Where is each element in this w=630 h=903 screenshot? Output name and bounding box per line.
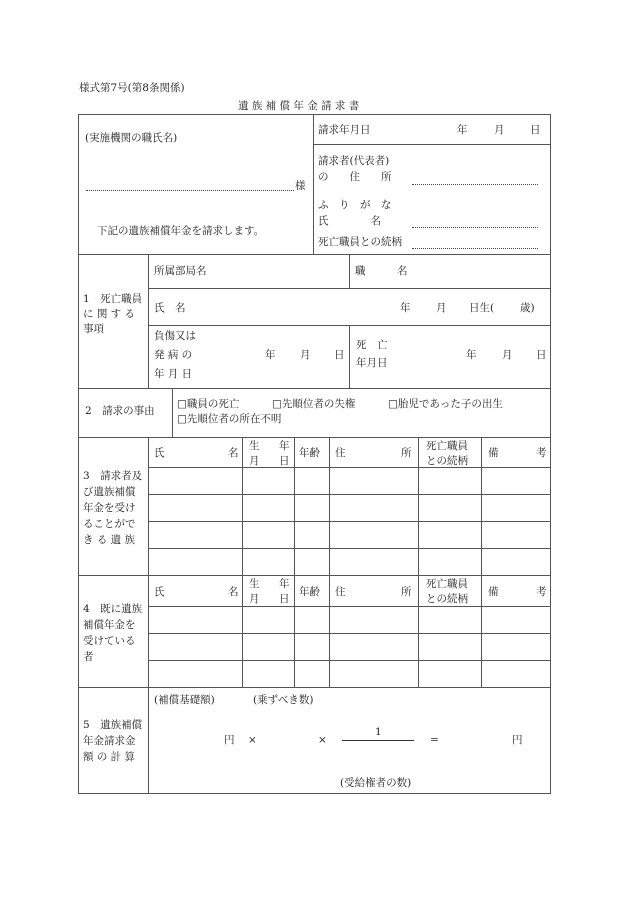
death-label-line: 死 亡 [356,339,388,351]
death-year: 年 [466,349,477,361]
section1-label-line: 1 死亡職員 [83,293,143,305]
header-relation-line1: 死亡職員 [426,578,468,590]
department-label: 所属部局名 [154,265,207,277]
injury-month: 月 [300,349,311,361]
section4-label-line: 受けている [83,635,136,647]
death-month: 月 [502,349,513,361]
row-line [148,633,551,634]
claimant-address-field[interactable] [412,184,538,185]
section1-label-line: 事項 [83,323,104,335]
col-divider [329,437,330,575]
header-relation-line2: との続柄 [426,455,468,467]
age-suffix: 歳) [520,302,535,314]
section5-label-line: 年金請求金 [83,735,136,747]
header-address-left: 住 [335,447,346,459]
result-yen-unit: 円 [512,734,523,746]
header-age: 年齢 [299,586,320,598]
claimant-name-label: 氏 名 [318,215,381,227]
col-divider [481,437,482,575]
birth-suffix: 日生( [469,302,495,314]
times-sign: × [248,734,257,746]
header-birth-bl: 月 [249,593,260,605]
section3-label-line: ることがで [83,518,136,530]
header-name-mei: 名 [228,447,239,459]
request-date-day: 日 [530,124,541,136]
relation-label: 死亡職員との続柄 [318,236,402,248]
col-divider [294,437,295,575]
death-day: 日 [536,349,547,361]
row-line [148,494,551,495]
relation-field[interactable] [412,248,538,249]
reason-death-checkbox[interactable]: □職員の死亡 [177,398,240,410]
position-label: 職 名 [355,265,408,277]
row-line [148,660,551,661]
furigana-label: ふ り が な [318,199,392,211]
row-line [148,548,551,549]
label-column-divider [148,687,149,794]
birth-month: 月 [436,302,447,314]
section4-label-line: 者 [83,651,94,663]
header-age: 年齢 [299,447,320,459]
col-divider [242,575,243,687]
reason-whereabouts-checkbox[interactable]: □先順位者の所在不明 [177,413,282,425]
header-birth-bl: 月 [249,455,260,467]
col-divider [481,575,482,687]
col-divider [294,575,295,687]
section4-label-line: 補償年金を [83,619,136,631]
header-address-right: 所 [401,447,412,459]
label-column-divider [148,254,149,388]
header-name-shi: 氏 [154,447,165,459]
header-birth-tl: 生 [249,440,260,452]
row-line [148,467,551,468]
injury-label-line: 負傷又は [154,330,196,342]
agency-name-field[interactable] [86,190,294,191]
base-amount-label: (補償基礎額) [154,694,215,706]
header-remarks-left: 備 [488,586,499,598]
section3-label-line: 3 請求者及 [83,470,143,482]
cell-divider [349,254,350,288]
fraction-bar [342,740,414,741]
col-divider [329,575,330,687]
reason-fetus-birth-checkbox[interactable]: □胎児であった子の出生 [388,398,503,410]
header-name-mei: 名 [228,586,239,598]
header-remarks-left: 備 [488,447,499,459]
birth-year: 年 [400,302,411,314]
section5-label-line: 5 遺族補償 [83,719,143,731]
fraction-numerator: 1 [375,726,382,738]
deceased-name-label: 氏 名 [154,302,186,314]
header-name-shi: 氏 [154,586,165,598]
request-text: 下記の遺族補償年金を請求します。 [97,225,265,237]
header-address-right: 所 [401,586,412,598]
label-column-divider [148,437,149,575]
row-line [148,606,551,607]
injury-label-line: 発 病 の [154,349,193,361]
header-relation-line1: 死亡職員 [426,440,468,452]
section3-label-line: び遺族補償 [83,486,136,498]
cell-divider [349,325,350,388]
claimant-name-field[interactable] [412,227,538,228]
row-line [78,388,551,389]
label-column-divider [148,575,149,687]
section3-label-line: き る 遺 族 [83,534,136,546]
col-divider [418,575,419,687]
denominator-label: (受給権者の数) [340,777,412,789]
request-date-label: 請求年月日 [318,124,371,136]
header-remarks-right: 考 [536,447,547,459]
form-number: 様式第7号(第8条関係) [79,82,185,94]
cell-divider [172,388,173,437]
col-divider [418,437,419,575]
header-birth-tr: 年 [279,578,290,590]
header-birth-br: 日 [279,593,290,605]
section4-label-line: 4 既に遺族 [83,603,143,615]
header-remarks-right: 考 [536,586,547,598]
header-birth-tl: 生 [249,578,260,590]
header-birth-tr: 年 [279,440,290,452]
injury-day: 日 [334,349,345,361]
claimant-label: 請求者(代表者) [318,155,390,167]
death-label-line: 年月日 [356,357,388,369]
page-title: 遺 族 補 償 年 金 請 求 書 [238,100,360,112]
injury-year: 年 [265,349,276,361]
agency-label: (実施機関の職氏名) [85,132,178,144]
reason-forfeiture-checkbox[interactable]: □先順位者の失権 [272,398,356,410]
times-sign: × [318,734,327,746]
header-address-left: 住 [335,586,346,598]
header-divider [313,114,314,254]
multiplier-label: (乗ずべき数) [253,694,314,706]
section3-label-line: 年金を受け [83,502,136,514]
row-line [148,288,551,289]
injury-label-line: 年 月 日 [154,368,193,380]
row-line [148,521,551,522]
col-divider [242,437,243,575]
header-row-line [313,144,551,145]
sama-label: 様 [295,180,306,192]
section2-label: 2 請求の事由 [85,405,155,417]
claimant-address-label: の 住 所 [318,171,392,183]
yen-unit: 円 [224,734,235,746]
section1-label-line: に 関 す る [83,308,136,320]
section5-label-line: 額 の 計 算 [83,751,136,763]
equals-sign: = [430,734,439,746]
header-birth-br: 日 [279,455,290,467]
request-date-year: 年 [457,124,468,136]
header-relation-line2: との続柄 [426,593,468,605]
request-date-month: 月 [494,124,505,136]
